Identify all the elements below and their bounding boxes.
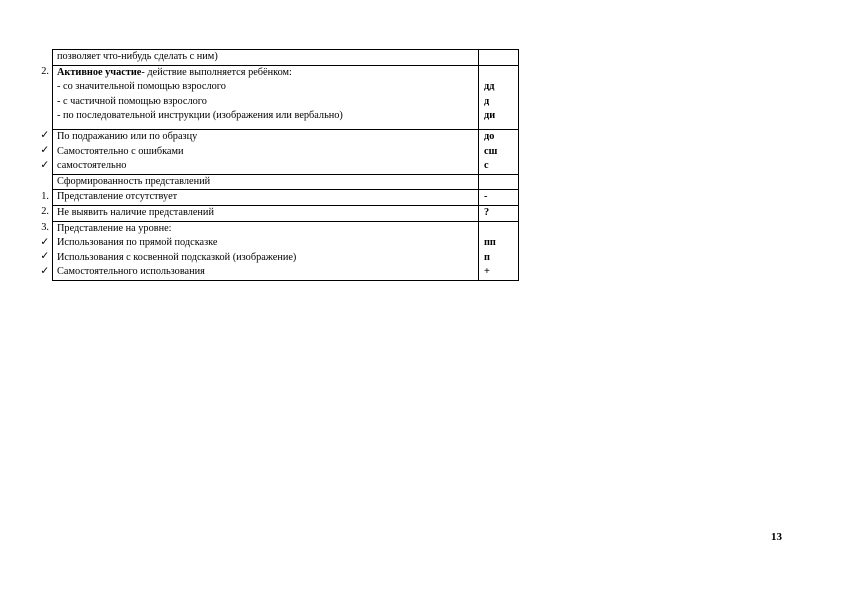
check-icon: ✓ — [40, 265, 49, 277]
code-cell — [479, 221, 519, 280]
description-cell — [53, 65, 479, 129]
row-marker-cell — [29, 129, 53, 174]
row-text: позволяет что-нибудь сделать с ним) — [57, 51, 218, 62]
code-cell — [479, 50, 519, 66]
option-line: Использования по прямой подсказке — [57, 237, 218, 249]
table-row — [29, 221, 519, 280]
bold-term: Активное участие — [57, 66, 142, 78]
code-cell — [479, 129, 519, 174]
code-value: до — [484, 130, 495, 142]
table-row — [29, 190, 519, 206]
check-icon: ✓ — [40, 130, 49, 142]
code-value: - — [484, 191, 488, 203]
row-text: Не выявить наличие представлений — [57, 206, 214, 218]
table-row — [29, 50, 519, 66]
code-value: пп — [484, 237, 496, 249]
option-line: Самостоятельно с ошибками — [57, 145, 184, 157]
table-row — [29, 129, 519, 174]
row-marker-cell — [29, 65, 53, 129]
section-heading: Сформированность представлений — [57, 175, 211, 187]
row-marker-cell — [29, 174, 53, 190]
table-row — [29, 65, 519, 129]
row-number: 1. — [41, 190, 49, 202]
row-marker-cell — [29, 50, 53, 66]
option-line: Самостоятельного использования — [57, 266, 205, 278]
code-cell — [479, 205, 519, 221]
option-line: самостоятельно — [57, 160, 127, 172]
code-value: п — [484, 251, 490, 263]
assessment-table — [29, 49, 519, 281]
row-marker-cell — [29, 190, 53, 206]
code-value: ? — [484, 206, 490, 218]
section-heading-cell — [53, 174, 479, 190]
description-cell — [53, 50, 479, 66]
check-icon: ✓ — [40, 251, 49, 263]
row-marker-cell — [29, 221, 53, 280]
code-value: с — [484, 160, 489, 172]
option-line: - со значительной помощью взрослого — [57, 81, 226, 93]
option-line: Использования с косвенной подсказкой (изображение) — [57, 251, 297, 263]
row-number: 3. — [41, 222, 49, 234]
row-number: 2. — [41, 206, 49, 218]
code-cell — [479, 174, 519, 190]
check-icon: ✓ — [40, 236, 49, 248]
row-title: Представление на уровне: — [57, 222, 172, 234]
description-cell — [53, 205, 479, 221]
table-row — [29, 174, 519, 190]
code-value: сш — [484, 145, 498, 157]
page-number: 13 — [771, 531, 782, 543]
description-cell — [53, 190, 479, 206]
term-rest: - действие выполняется ребёнком: — [141, 66, 292, 78]
code-value: дд — [484, 81, 495, 93]
code-cell — [479, 65, 519, 129]
row-text: Представление отсутствует — [57, 191, 178, 203]
code-value: + — [484, 266, 490, 278]
option-line: - по последовательной инструкции (изображения или вербально) — [57, 110, 343, 122]
code-value: ди — [484, 110, 496, 122]
check-icon: ✓ — [40, 145, 49, 157]
description-cell — [53, 221, 479, 280]
row-number: 2. — [41, 66, 49, 78]
description-cell — [53, 129, 479, 174]
code-value: д — [484, 95, 490, 107]
table-row — [29, 205, 519, 221]
option-line: По подражанию или по образцу — [57, 130, 198, 142]
code-cell — [479, 190, 519, 206]
check-icon: ✓ — [40, 159, 49, 171]
row-title — [57, 66, 478, 81]
row-marker-cell — [29, 205, 53, 221]
option-line: - с частичной помощью взрослого — [57, 95, 207, 107]
